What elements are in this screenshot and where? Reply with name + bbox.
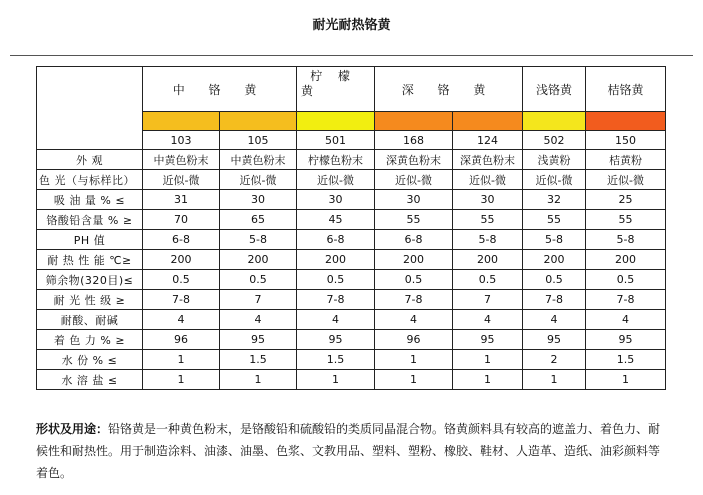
code-cell: 501 bbox=[297, 131, 375, 150]
table-cell: 0.5 bbox=[523, 270, 586, 290]
table-cell: 中黄色粉末 bbox=[143, 150, 220, 170]
table-row bbox=[37, 350, 666, 370]
row-label: PH 值 bbox=[37, 230, 143, 250]
table-cell: 31 bbox=[143, 190, 220, 210]
code-cell: 150 bbox=[586, 131, 666, 150]
table-cell: 55 bbox=[453, 210, 523, 230]
table-cell: 45 bbox=[297, 210, 375, 230]
table-cell: 95 bbox=[453, 330, 523, 350]
table-cell: 1.5 bbox=[297, 350, 375, 370]
table-cell: 6-8 bbox=[143, 230, 220, 250]
swatch-150 bbox=[586, 112, 666, 131]
table-cell: 中黄色粉末 bbox=[220, 150, 297, 170]
table-cell: 96 bbox=[143, 330, 220, 350]
table-cell: 0.5 bbox=[586, 270, 666, 290]
table-cell: 近似-微 bbox=[586, 170, 666, 190]
table-cell: 桔黄粉 bbox=[586, 150, 666, 170]
pigment-spec-table bbox=[36, 66, 666, 390]
table-cell: 近似-微 bbox=[220, 170, 297, 190]
table-cell: 1 bbox=[453, 350, 523, 370]
table-cell: 7-8 bbox=[586, 290, 666, 310]
table-row bbox=[37, 150, 666, 170]
usage-heading: 形状及用途： bbox=[36, 422, 109, 436]
table-cell: 4 bbox=[586, 310, 666, 330]
table-cell: 70 bbox=[143, 210, 220, 230]
swatch-124 bbox=[453, 112, 523, 131]
code-cell: 168 bbox=[375, 131, 453, 150]
table-cell: 32 bbox=[523, 190, 586, 210]
row-label: 筛余物(320目)≤ bbox=[37, 270, 143, 290]
table-cell: 近似-微 bbox=[453, 170, 523, 190]
table-cell: 30 bbox=[220, 190, 297, 210]
code-cell: 502 bbox=[523, 131, 586, 150]
group-ningmeng-line2: 黄 bbox=[301, 84, 314, 98]
table-cell: 1 bbox=[297, 370, 375, 390]
table-cell: 4 bbox=[375, 310, 453, 330]
table-cell: 近似-微 bbox=[523, 170, 586, 190]
table-cell: 55 bbox=[586, 210, 666, 230]
table-cell: 7 bbox=[220, 290, 297, 310]
table-cell: 200 bbox=[143, 250, 220, 270]
row-label: 外 观 bbox=[37, 150, 143, 170]
header-corner-cell bbox=[37, 67, 143, 150]
table-cell: 6-8 bbox=[375, 230, 453, 250]
table-row bbox=[37, 250, 666, 270]
table-cell: 200 bbox=[220, 250, 297, 270]
table-cell: 30 bbox=[375, 190, 453, 210]
table-cell: 柠檬色粉末 bbox=[297, 150, 375, 170]
table-cell: 200 bbox=[297, 250, 375, 270]
row-label: 耐酸、耐碱 bbox=[37, 310, 143, 330]
table-cell: 1 bbox=[143, 370, 220, 390]
table-row bbox=[37, 230, 666, 250]
table-cell: 0.5 bbox=[453, 270, 523, 290]
group-zhong-huang: 中 铬 黄 bbox=[143, 67, 297, 112]
table-cell: 4 bbox=[453, 310, 523, 330]
table-cell: 95 bbox=[586, 330, 666, 350]
row-label: 水 溶 盐 ≤ bbox=[37, 370, 143, 390]
table-cell: 4 bbox=[220, 310, 297, 330]
table-cell: 200 bbox=[375, 250, 453, 270]
table-cell: 5-8 bbox=[220, 230, 297, 250]
table-row bbox=[37, 270, 666, 290]
table-cell: 95 bbox=[220, 330, 297, 350]
code-cell: 103 bbox=[143, 131, 220, 150]
group-ningmeng-line1: 柠 檬 bbox=[310, 69, 357, 83]
table-cell: 4 bbox=[297, 310, 375, 330]
row-label: 着 色 力 % ≥ bbox=[37, 330, 143, 350]
page-title: 耐光耐热铬黄 bbox=[312, 18, 391, 33]
swatch-103 bbox=[143, 112, 220, 131]
table-cell: 200 bbox=[453, 250, 523, 270]
table-row bbox=[37, 190, 666, 210]
table-cell: 0.5 bbox=[297, 270, 375, 290]
table-cell: 200 bbox=[586, 250, 666, 270]
table-cell: 30 bbox=[297, 190, 375, 210]
table-cell: 7-8 bbox=[523, 290, 586, 310]
table-cell: 95 bbox=[297, 330, 375, 350]
table-cell: 深黄色粉末 bbox=[375, 150, 453, 170]
table-row bbox=[37, 330, 666, 350]
table-cell: 7-8 bbox=[143, 290, 220, 310]
swatch-168 bbox=[375, 112, 453, 131]
table-cell: 6-8 bbox=[297, 230, 375, 250]
table-cell: 1.5 bbox=[220, 350, 297, 370]
table-cell: 1 bbox=[143, 350, 220, 370]
table-cell: 4 bbox=[523, 310, 586, 330]
table-cell: 55 bbox=[375, 210, 453, 230]
group-ningmeng-huang bbox=[297, 67, 375, 112]
row-label: 吸 油 量 % ≤ bbox=[37, 190, 143, 210]
table-cell: 0.5 bbox=[375, 270, 453, 290]
header-row bbox=[37, 67, 666, 112]
table-cell: 近似-微 bbox=[143, 170, 220, 190]
table-cell: 1.5 bbox=[586, 350, 666, 370]
table-cell: 96 bbox=[375, 330, 453, 350]
table-row bbox=[37, 310, 666, 330]
spec-rows bbox=[37, 150, 666, 390]
table-cell: 近似-微 bbox=[375, 170, 453, 190]
row-label: 耐 热 性 能 ℃≥ bbox=[37, 250, 143, 270]
group-shen-huang: 深 铬 黄 bbox=[375, 67, 523, 112]
table-cell: 30 bbox=[453, 190, 523, 210]
table-cell: 95 bbox=[523, 330, 586, 350]
table-row bbox=[37, 290, 666, 310]
table-cell: 25 bbox=[586, 190, 666, 210]
table-cell: 4 bbox=[143, 310, 220, 330]
table-cell: 近似-微 bbox=[297, 170, 375, 190]
row-label: 水 份 % ≤ bbox=[37, 350, 143, 370]
table-row bbox=[37, 210, 666, 230]
table-cell: 浅黄粉 bbox=[523, 150, 586, 170]
row-label: 铬酸铅含量 % ≥ bbox=[37, 210, 143, 230]
table-cell: 5-8 bbox=[586, 230, 666, 250]
swatch-502 bbox=[523, 112, 586, 131]
table-cell: 1 bbox=[586, 370, 666, 390]
table-cell: 7-8 bbox=[297, 290, 375, 310]
table-cell: 1 bbox=[220, 370, 297, 390]
row-label: 耐 光 性 级 ≥ bbox=[37, 290, 143, 310]
table-cell: 0.5 bbox=[143, 270, 220, 290]
table-cell: 200 bbox=[523, 250, 586, 270]
table-cell: 5-8 bbox=[523, 230, 586, 250]
table-cell: 55 bbox=[523, 210, 586, 230]
title-divider bbox=[10, 55, 693, 56]
table-cell: 1 bbox=[375, 370, 453, 390]
table-cell: 2 bbox=[523, 350, 586, 370]
table-cell: 1 bbox=[523, 370, 586, 390]
code-cell: 105 bbox=[220, 131, 297, 150]
usage-text: 铅铬黄是一种黄色粉末，是铬酸铅和硫酸铅的类质同晶混合物。铬黄颜料具有较高的遮盖力、着色力、耐候性和耐热性。用于制造涂料、油漆、油墨、色浆、文教用品、塑料、塑粉、橡胶、鞋材、人造革、造纸、油彩颜料等着色。 bbox=[36, 422, 661, 480]
swatch-501 bbox=[297, 112, 375, 131]
group-qian-huang: 浅铬黄 bbox=[523, 67, 586, 112]
code-cell: 124 bbox=[453, 131, 523, 150]
table-cell: 5-8 bbox=[453, 230, 523, 250]
table-cell: 1 bbox=[375, 350, 453, 370]
usage-description bbox=[36, 418, 666, 484]
table-row bbox=[37, 170, 666, 190]
table-cell: 1 bbox=[453, 370, 523, 390]
table-cell: 65 bbox=[220, 210, 297, 230]
table-cell: 0.5 bbox=[220, 270, 297, 290]
table-row bbox=[37, 370, 666, 390]
table-cell: 7-8 bbox=[375, 290, 453, 310]
table-cell: 7 bbox=[453, 290, 523, 310]
table-cell: 深黄色粉末 bbox=[453, 150, 523, 170]
group-ju-huang: 桔铬黄 bbox=[586, 67, 666, 112]
swatch-105 bbox=[220, 112, 297, 131]
row-label: 色 光（与标样比） bbox=[37, 170, 143, 190]
